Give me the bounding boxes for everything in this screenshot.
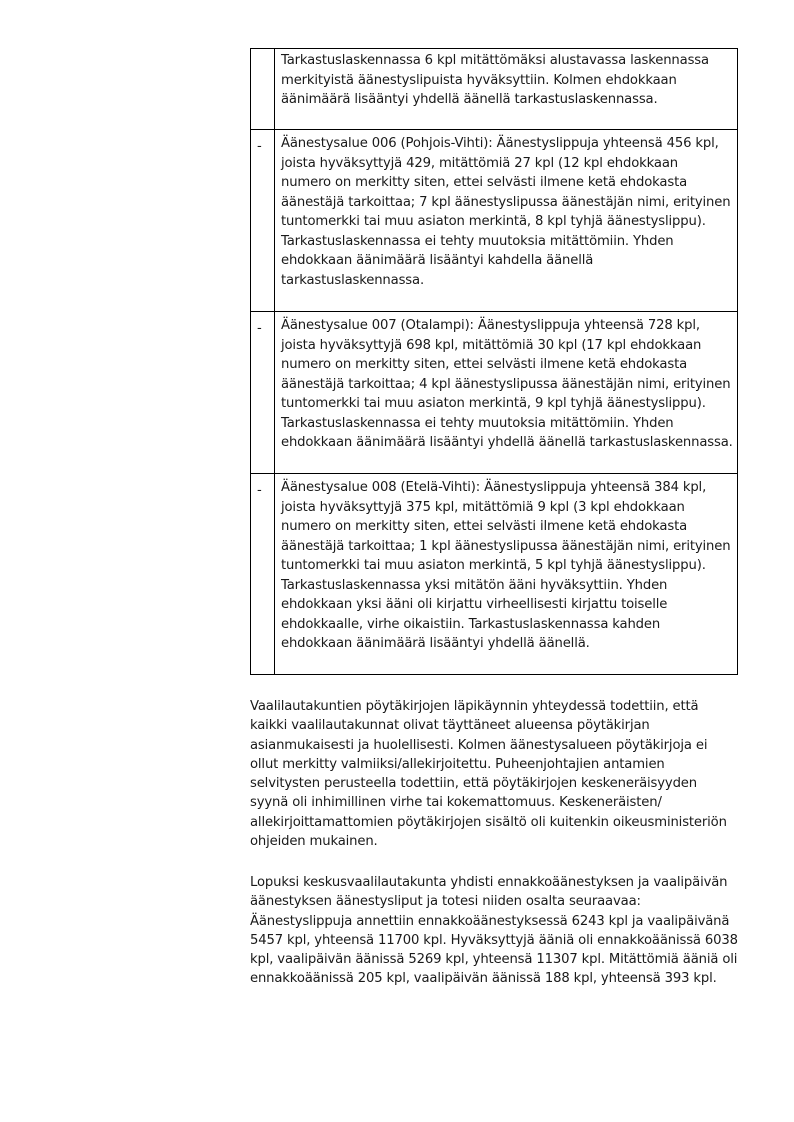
row-marker: - xyxy=(251,474,275,675)
text-line: numero on merkitty siten, ettei selvästi ilmene ketä ehdokasta xyxy=(281,175,688,190)
text-line: numero on merkitty siten, ettei selvästi ilmene ketä ehdokasta xyxy=(281,357,688,372)
text-line: ohjeiden mukainen. xyxy=(250,834,378,850)
text-line: ehdokkaan äänimäärä lisääntyi kahdella äänellä xyxy=(281,253,594,268)
text-line: ennakkoäänissä 205 kpl, vaalipäivän äänissä 188 kpl, yhteensä 393 kpl. xyxy=(250,971,717,987)
text-line: tuntomerkki tai muu asiaton merkintä, 9 kpl tyhjä äänestyslippu). xyxy=(281,396,706,411)
text-line: Tarkastuslaskennassa yksi mitätön ääni hyväksyttiin. Yhden xyxy=(281,577,668,593)
text-line: Tarkastuslaskennassa ei tehty muutoksia mitättömiin. Yhden xyxy=(281,415,674,431)
text-line: kpl, vaalipäivän äänissä 5269 kpl, yhteensä 11307 kpl. Mitättömiä ääniä oli xyxy=(250,952,738,968)
text-line: Lopuksi keskusvaalilautakunta yhdisti ennakkoäänestyksen ja vaalipäivän xyxy=(250,875,728,890)
text-line: numero on merkitty siten, ettei selvästi ilmene ketä ehdokasta xyxy=(281,519,688,534)
text-line: asianmukaisesti ja huolellisesti. Kolmen äänestysalueen pöytäkirjoja ei xyxy=(250,737,708,753)
row-marker xyxy=(251,49,275,130)
text-line: äänestäjä tarkoittaa; 7 kpl äänestyslipussa äänestäjän nimi, erityinen xyxy=(281,194,731,210)
text-line: tuntomerkki tai muu asiaton merkintä, 8 kpl tyhjä äänestyslippu). xyxy=(281,214,706,229)
text-line: joista hyväksyttyjä 429, mitättömiä 27 kpl (12 kpl ehdokkaan xyxy=(281,155,678,171)
text-line: 5457 kpl, yhteensä 11700 kpl. Hyväksyttyjä ääniä oli ennakkoäänissä 6038 xyxy=(250,932,738,948)
paragraph-protocol-review xyxy=(250,697,750,851)
text-line: ollut merkitty valmiiksi/allekirjoitettu. Puheenjohtajien antamien xyxy=(250,756,665,772)
row-text xyxy=(275,130,738,312)
text-line: selvitysten perusteella todettiin, että pöytäkirjojen keskeneräisyyden xyxy=(250,776,697,792)
text-line: ehdokkaan äänimäärä lisääntyi yhdellä äänellä. xyxy=(281,636,590,651)
results-table xyxy=(250,48,738,675)
text-line: Tarkastuslaskennassa ei tehty muutoksia mitättömiin. Yhden xyxy=(281,233,674,249)
table-row xyxy=(251,130,738,312)
text-line: Tarkastuslaskennassa 6 kpl mitättömäksi alustavassa laskennassa xyxy=(281,53,709,68)
row-text xyxy=(275,312,738,474)
text-line: allekirjoittamattomien pöytäkirjojen sisältö oli kuitenkin oikeusministeriön xyxy=(250,814,727,830)
row-marker: - xyxy=(251,130,275,312)
text-line: ehdokkaan äänimäärä lisääntyi yhdellä äänellä tarkastuslaskennassa. xyxy=(281,435,733,450)
text-line: joista hyväksyttyjä 698 kpl, mitättömiä 30 kpl (17 kpl ehdokkaan xyxy=(281,337,702,353)
table-row xyxy=(251,474,738,675)
row-marker: - xyxy=(251,312,275,474)
row-text xyxy=(275,474,738,675)
table-row xyxy=(251,312,738,474)
text-line: äänestäjä tarkoittaa; 1 kpl äänestyslipussa äänestäjän nimi, erityinen xyxy=(281,538,731,554)
text-line: merkityistä äänestyslipuista hyväksyttiin. Kolmen ehdokkaan xyxy=(281,72,677,88)
table-row xyxy=(251,49,738,130)
row-text xyxy=(275,49,738,130)
text-line: tarkastuslaskennassa. xyxy=(281,272,424,288)
text-line: ehdokkaan yksi ääni oli kirjattu virheellisesti kirjattu toiselle xyxy=(281,597,668,612)
text-line: Äänestyslippuja annettiin ennakkoäänestyksessä 6243 kpl ja vaalipäivänä xyxy=(250,913,730,929)
text-line: syynä oli inhimillinen virhe tai kokemattomuus. Keskeneräisten/ xyxy=(250,795,662,811)
text-line: äänimäärä lisääntyi yhdellä äänellä tarkastuslaskennassa. xyxy=(281,92,658,107)
paragraph-totals xyxy=(250,873,750,989)
text-line: äänestäjä tarkoittaa; 4 kpl äänestyslipussa äänestäjän nimi, erityinen xyxy=(281,376,731,392)
text-line: tuntomerkki tai muu asiaton merkintä, 5 kpl tyhjä äänestyslippu). xyxy=(281,558,706,573)
text-line: Vaalilautakuntien pöytäkirjojen läpikäynnin yhteydessä todettiin, että xyxy=(250,699,699,714)
text-line: äänestyksen äänestysliput ja totesi niiden osalta seuraavaa: xyxy=(250,894,641,910)
text-line: Äänestysalue 008 (Etelä-Vihti): Äänestyslippuja yhteensä 384 kpl, xyxy=(281,480,707,495)
text-line: Äänestysalue 006 (Pohjois-Vihti): Äänestyslippuja yhteensä 456 kpl, xyxy=(281,136,719,151)
text-line: ehdokkaalle, virhe oikaistiin. Tarkastuslaskennassa kahden xyxy=(281,616,661,632)
text-line: kaikki vaalilautakunnat olivat täyttäneet alueensa pöytäkirjan xyxy=(250,718,650,734)
text-line: joista hyväksyttyjä 375 kpl, mitättömiä 9 kpl (3 kpl ehdokkaan xyxy=(281,499,685,515)
text-line: Äänestysalue 007 (Otalampi): Äänestyslippuja yhteensä 728 kpl, xyxy=(281,318,700,333)
